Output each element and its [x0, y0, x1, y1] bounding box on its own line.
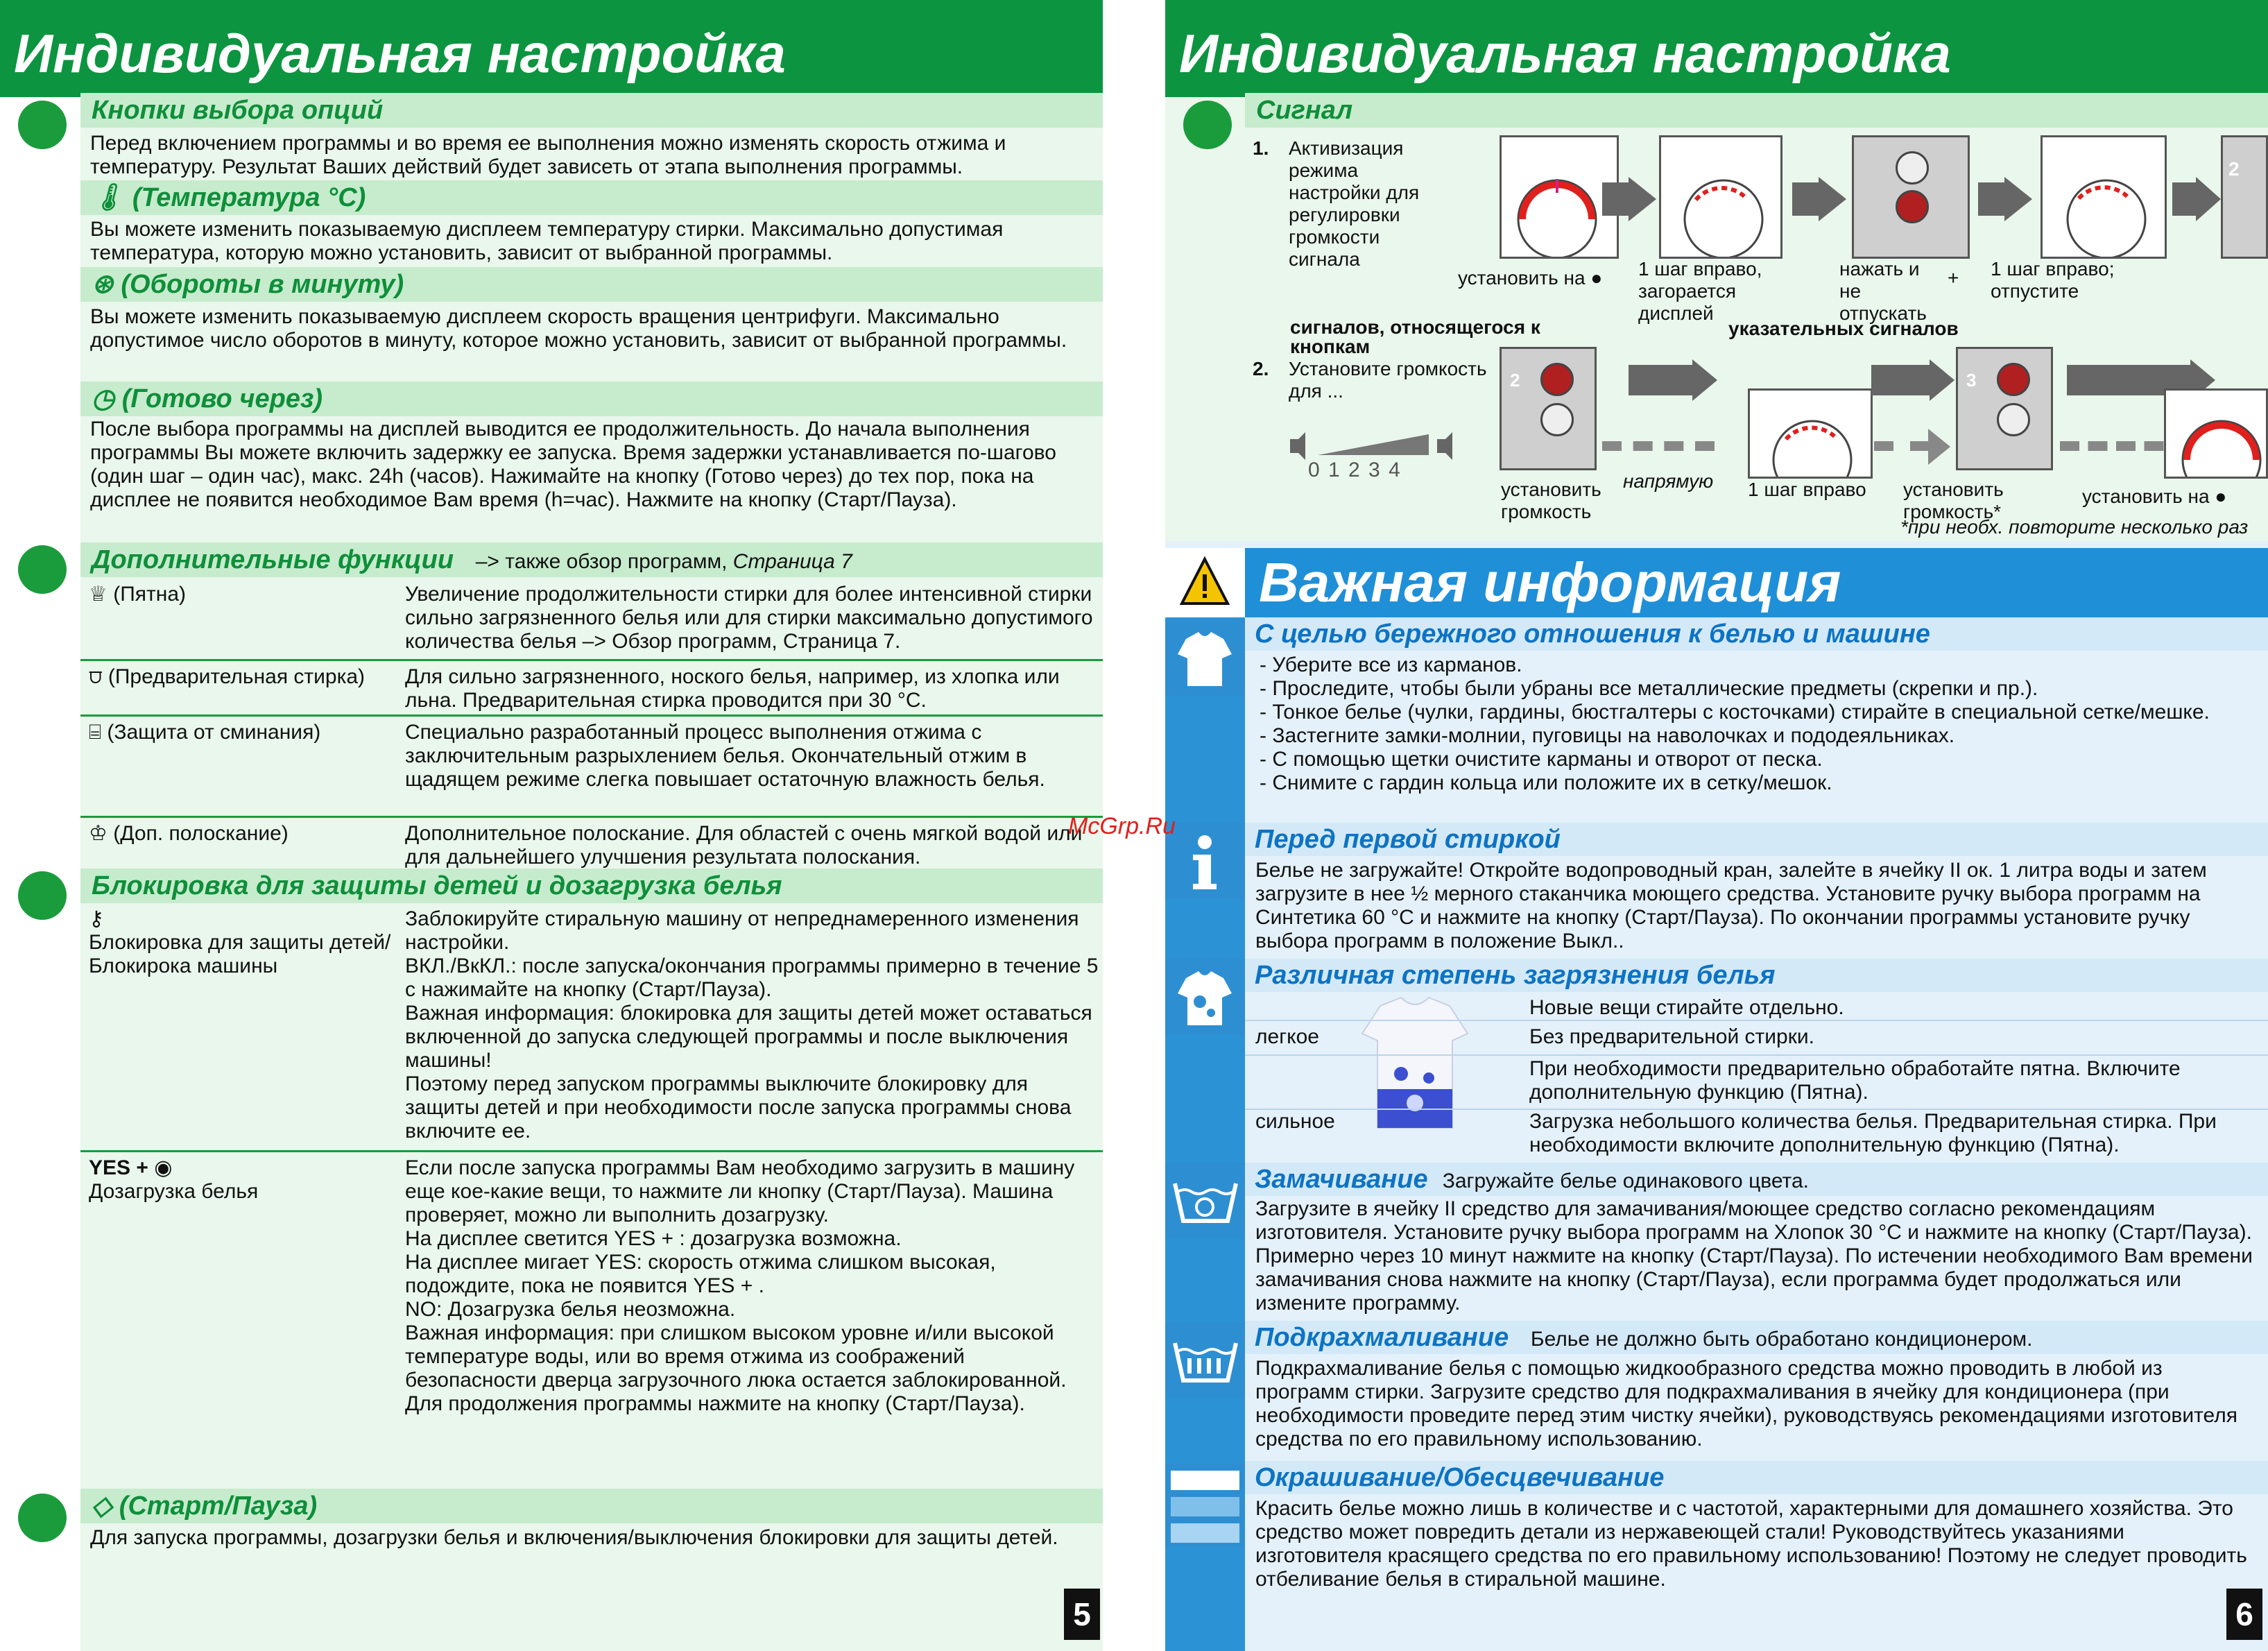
dirt-heading: Различная степень загрязнения белья	[1245, 959, 2268, 992]
spin-heading: ⊛ (Обороты в минуту)	[80, 267, 1103, 302]
delay-heading: ◷ (Готово через)	[80, 382, 1103, 416]
thermometer-icon: 🌡	[92, 183, 126, 212]
arrow-shaft	[1978, 182, 2006, 216]
warning-icon	[1165, 548, 1245, 617]
arrow-icon	[2004, 177, 2032, 221]
reload-icon: ◉	[154, 1156, 173, 1179]
divider	[1245, 1020, 2268, 1021]
caption: 1 шаг вправо; отпустите	[1991, 258, 2115, 302]
reload-text: Если после запуска программы Вам необходимо загрузить в машину еще кое-какие вещи, то нажмите ли кнопку (Старт/Пауза). Машина проверяет, можно ли выполнить дозагрузку. На дисплее светится YES + : дозагрузка возможна. На дисплее мигает YES: скорость отжима слишком высокая, подождите, пока не появится YES + . NO: Дозагрузка белья неозможна. Важная информация: при слишком высоком уровне и/или высокой температуре воды, или во время отжима из соображений безопасности дверца загрузочного люка остается заблокированной. Для продолжения программы нажмите на кнопку (Старт/Пауза).	[405, 1156, 1075, 1415]
extra-row-anticrease: ⌸ (Защита от сминания) Специально разработанный процесс выполнения отжима с заключительным разрыхлением белья. Окончательный отжим в щадящем режиме слегка повышает остаточную влажность белья.	[80, 715, 1103, 816]
right-page	[1165, 0, 2268, 1651]
left-page	[0, 0, 1103, 1651]
caption: установить громкость	[1501, 479, 1601, 522]
important-banner	[1165, 548, 2268, 617]
soak-text: Загрузите в ячейку II средство для замачивания/моющее средство согласно рекомендациям изготовителя. Установите ручку выбора программ на Хлопок 30 °С и нажмите на кнопку (Старт/Пауза). Примерно через 10 минут нажмите на кнопку (Старт/Пауза). По истечении необходимого Вам времени замачивания снова нажмите на кнопку (Старт/Пауза), если программа будет продолжаться или измените программу.	[1255, 1197, 2253, 1315]
section-bullet	[18, 101, 67, 149]
dial-panel	[2041, 135, 2167, 259]
subheading: сигналов, относящегося к кнопкам	[1290, 316, 1540, 357]
temperature-text: Вы можете изменить показываемую дисплеем температуру стирки. Максимально допустимая температура, которую можно установить, зависит от выбранной программы.	[90, 218, 1004, 264]
spin-text: Вы можете изменить показываемую дисплеем скорость вращения центрифуги. Максимально допустимое число оборотов в минуту, которое можно установить, зависит от выбранной программы.	[90, 305, 1067, 352]
caption: нажать и не отпускать	[1839, 258, 1927, 324]
arrow-icon	[1930, 359, 1955, 401]
extra-row-rinse: ♔ (Доп. полоскание) Дополнительное полоскание. Для областей с очень мягкой водой или для дальнейшего улучшения результата полоскания.	[80, 816, 1103, 869]
arrow-shaft	[2172, 182, 2197, 216]
panel-button	[1540, 403, 1574, 436]
section-bullet	[18, 545, 67, 594]
important-title: Важная информация	[1259, 551, 1841, 613]
button-panel	[1500, 347, 1597, 470]
arrow-icon	[2196, 177, 2221, 221]
dashed-arrow	[1874, 441, 1930, 451]
dial-graphic	[2043, 137, 2165, 257]
arrow-shaft	[1871, 365, 1931, 395]
soak-icon	[1165, 1163, 1245, 1239]
dial-graphic	[1502, 137, 1617, 257]
dirt-row: Загрузка небольшого количества белья. Предварительная стирка. При необходимости включите дополнительную функцию (Пятна).	[1529, 1110, 2217, 1156]
info-icon	[1165, 823, 1245, 899]
starch-heading: Подкрахмаливание Белье не должно быть обработано кондиционером.	[1245, 1321, 2268, 1354]
dial-graphic	[1750, 391, 1871, 477]
page-number: 6	[2226, 1589, 2262, 1640]
spin-icon: ⊛	[92, 270, 114, 299]
starch-text: Подкрахмаливание белья с помощью жидкообразного средства можно проводить в любой из программ стирки. Загрузите средство для подкрахмаливания в ячейку для кондиционера (при необходимости проведите перед этим чистку ячейки), руководствуясь рекомендациями изготовителя средства по его правильному использованию.	[1255, 1357, 2237, 1451]
caption: установить громкость*	[1903, 479, 2004, 522]
step-number: 1.	[1253, 137, 1269, 159]
step1-text: Активизация режима настройки для регулировки громкости сигнала	[1289, 137, 1420, 270]
panel-button-pressed	[1540, 363, 1574, 396]
soak-heading: Замачивание Загружайте белье одинакового цвета.	[1245, 1163, 2268, 1196]
key-icon: ⚷	[89, 907, 104, 930]
panel-button-pressed	[1997, 363, 2030, 396]
care-heading: С целью бережного отношения к белью и машине	[1245, 617, 2268, 651]
arrow-icon	[1928, 429, 1950, 465]
section-text: Перед включением программы и во время ее выполнения можно изменять скорость отжима и температуру. Результат Ваших действий будет зависеть от этапа выполнения программы.	[90, 132, 1006, 178]
watermark: McGrp.Ru	[1068, 813, 1176, 839]
panel-button-pressed	[1896, 190, 1929, 223]
lock-heading: Блокировка для защиты детей и дозагрузка белья	[80, 869, 1103, 903]
extra-row-prewash: ⩌ (Предварительная стирка) Для сильно загрязненного, ноского белья, например, из хлопка или льна. Предварительная стирка проводится при 30 °С.	[80, 659, 1103, 715]
dial-panel	[1500, 135, 1619, 259]
panel-button	[1896, 151, 1929, 185]
button-panel	[2221, 135, 2268, 259]
arrow-icon	[1692, 359, 1717, 401]
anticrease-icon: ⌸	[89, 721, 101, 744]
dye-text: Красить белье можно лишь в количестве и с частотой, характерными для домашнего хозяйства. Это средство может повредить детали из нержавеющей стали! Руководствуйтесь указаниями изготовителя красящего средства по его правильному использованию! Поэтому не следует проводить отбеливание белья в стиральной машине.	[1255, 1497, 2247, 1591]
caption: 1 шаг вправо, загорается дисплей	[1638, 258, 1762, 324]
start-pause-icon: ◇	[92, 1491, 112, 1521]
arrow-shaft	[1629, 365, 1694, 395]
step-number: 2.	[1253, 358, 1269, 379]
starch-icon	[1165, 1322, 1245, 1398]
dirt-row: При необходимости предварительно обработайте пятна. Включите дополнительную функцию (Пятна).	[1529, 1057, 2181, 1104]
caption: установить на ●	[1458, 267, 1603, 289]
dirt-row: Новые вещи стирайте отдельно.	[1529, 996, 1844, 1019]
stained-shirt-icon	[1165, 959, 1245, 1035]
first-wash-heading: Перед первой стиркой	[1245, 823, 2268, 856]
prewash-icon: ⩌	[89, 665, 103, 688]
dirt-level: сильное	[1255, 1110, 1335, 1133]
panel-number: 2	[1510, 370, 1520, 391]
lock-row: ⚷ Блокировка для защиты детей/Блокирока машины Заблокируйте стиральную машину от непреднамеренного изменения настройки. ВКЛ./ВкКЛ.: после запуска/окончания программы примерно в течение 5 с нажимайте на кнопку (Старт/Пауза). Важная информация: блокировка для защиты детей может оставаться включенной до запуска следующей программы и после выключения машины! Поэтому перед запуском программы выключите блокировку для защиты детей и при необходимости после запуска программы снова включите ее.	[89, 907, 1099, 1143]
divider	[1245, 1054, 2268, 1056]
caption: 1 шаг вправо	[1748, 479, 1866, 500]
section-bullet	[18, 871, 67, 920]
delay-text: После выбора программы на дисплей выводится ее продолжительность. До начала выполнения программы Вы можете включить задержку ее запуска. Время задержки устанавливается по-шагово (один шаг – один час), макс. 24h (часов). Нажимайте на кнопку (Готово через) до тех пор, пока на дисплее не появится необходимое Вам время (h=час). Нажмите на кнопку (Старт/Пауза).	[90, 418, 1056, 511]
button-panel	[1852, 135, 1970, 259]
dirt-row: Без предварительной стирки.	[1529, 1025, 1814, 1048]
arrow-icon	[1629, 177, 1656, 221]
dial-panel	[2164, 388, 2268, 479]
arrow-icon	[1819, 177, 1846, 221]
shirt-icon	[1165, 619, 1245, 696]
caption: установить на ●	[2082, 486, 2227, 507]
clock-icon: ◷	[92, 384, 115, 413]
dirt-level: легкое	[1255, 1025, 1319, 1048]
page-title: Индивидуальная настройка	[0, 0, 1103, 97]
dial-graphic	[1661, 137, 1780, 257]
footnote: *при необх. повторите несколько раз	[1900, 516, 2249, 538]
subheading: указательных сигналов	[1728, 318, 1959, 339]
lock-text: Заблокируйте стиральную машину от непреднамеренного изменения настройки. ВКЛ./ВкКЛ.: после запуска/окончания программы примерно в течение 5 с нажимайте на кнопку (Старт/Пауза). Важная информация: блокировка для защиты детей может оставаться включенной до запуска следующей программы и после выключения машины! Поэтому перед запуском программы выключите блокировку для защиты детей и при необходимости после запуска программы снова включите ее.	[405, 907, 1099, 1143]
dye-heading: Окрашивание/Обесцвечивание	[1245, 1461, 2268, 1494]
first-wash-text: Белье не загружайте! Откройте водопроводный кран, залейте в ячейку II ок. 1 литра воды и затем загрузите в нее ½ мерного стаканчика моющего средства. Установите ручку выбора программ на Синтетика 60 °С и нажмите на кнопку (Старт/Пауза). По окончании программы установите ручку выбора программ в положение Выкл..	[1255, 859, 2207, 952]
plus-sign: +	[1948, 267, 1959, 289]
page-title: Индивидуальная настройка	[1165, 0, 2268, 97]
section-title: Кнопки выбора опций	[80, 93, 1103, 128]
start-text: Для запуска программы, дозагрузки белья и включения/выключения блокировки для защиты детей.	[90, 1526, 1058, 1549]
page-number: 5	[1064, 1589, 1100, 1640]
reload-row: YES + ◉ Дозагрузка белья Если после запуска программы Вам необходимо загрузить в машину еще кое-какие вещи, то нажмите ли кнопку (Старт/Пауза). Машина проверяет, можно ли выполнить дозагрузку. На дисплее светится YES + : дозагрузка возможна. На дисплее мигает YES: скорость отжима слишком высокая, подождите, пока не появится YES + . NO: Дозагрузка белья неозможна. Важная информация: при слишком высоком уровне и/или высокой температуре воды, или во время отжима из соображений безопасности дверца загрузочного люка остается заблокированной. Для продолжения программы нажмите на кнопку (Старт/Пауза).	[80, 1150, 1103, 1487]
dial-panel	[1748, 388, 1873, 479]
dye-icon	[1165, 1464, 1245, 1547]
panel-number: 3	[1966, 370, 1977, 391]
section-bullet	[18, 1494, 67, 1542]
signal-heading: Сигнал	[1245, 93, 2268, 128]
section-bullet	[1183, 101, 1232, 149]
dashed-arrow	[1602, 441, 1715, 451]
caption: напрямую	[1623, 470, 1714, 492]
arrow-shaft	[1602, 182, 1630, 216]
panel-button	[1997, 403, 2030, 436]
stain-icon: ♕	[89, 583, 108, 606]
warning-icon-box	[1165, 548, 1245, 617]
temperature-heading: 🌡 (Температура °С)	[80, 180, 1103, 215]
dial-graphic	[2166, 391, 2266, 477]
care-list: - Уберите все из карманов. - Проследите, чтобы были убраны все металлические предметы (скрепки и пр.). - Тонкое белье (чулки, гардины, бюстгалтеры с косточками) стирайте в специальной сетке/мешке. - Застегните замки-молнии, пуговицы на наволочках и пододеяльниках. - С помощью щетки очистите карманы и отворот от песка. - Снимите с гардин кольца или положите их в сетку/мешок.	[1260, 653, 2210, 794]
start-heading: ◇ (Старт/Пауза)	[80, 1489, 1103, 1523]
extras-heading: Дополнительные функции –> также обзор программ, Страница 7	[80, 542, 1103, 577]
dial-panel	[1659, 135, 1782, 259]
step2-text: Установите громкость для ...	[1289, 358, 1487, 402]
rinse-icon: ♔	[89, 822, 108, 845]
extra-row-stains: ♕ (Пятна) Увеличение продолжительности стирки для более интенсивной стирки сильно загрязненного белья или для стирки максимально допустимого количества белья –> Обзор программ, Страница 7.	[89, 583, 1093, 653]
dirty-shirt-illustration	[1352, 992, 1477, 1131]
volume-scale: 0 1 2 3 4	[1308, 459, 1402, 481]
button-panel	[1956, 347, 2053, 470]
panel-number: 2	[2228, 158, 2240, 180]
arrow-shaft	[1792, 182, 1820, 216]
